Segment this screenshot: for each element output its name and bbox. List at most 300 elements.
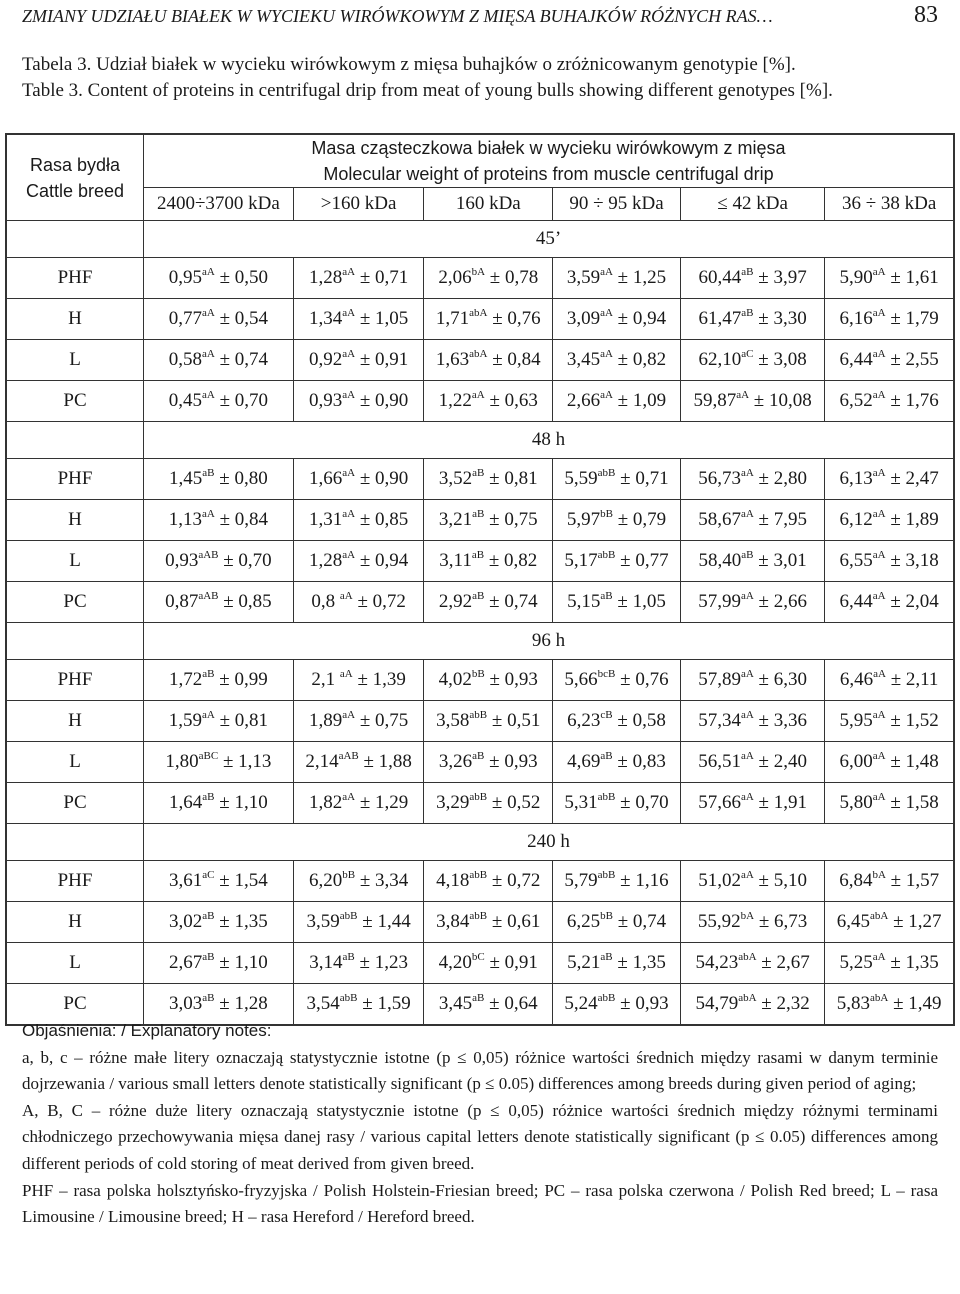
mean-value: 55,92 xyxy=(697,911,741,932)
value-cell xyxy=(424,902,553,943)
mean-value: 5,17 xyxy=(564,550,598,571)
mean-value: 1,64 xyxy=(169,792,203,813)
sd-value: 3,01 xyxy=(773,550,807,571)
sd-value: 1,23 xyxy=(374,952,408,973)
plus-minus-sign: ± xyxy=(753,550,774,571)
mean-value: 59,87 xyxy=(693,390,737,411)
note-breeds: PHF – rasa polska holsztyńsko-fryzyjska / Polish Holstein-Friesian breed; PC – rasa polska czerwona / Polish Red breed; L – rasa Limousine / Limousine breed; H – rasa Hereford / Hereford breed. xyxy=(22,1180,938,1227)
plus-minus-sign: ± xyxy=(612,710,633,731)
significance-letters: aB xyxy=(600,590,613,602)
significance-letters: aB xyxy=(472,467,485,479)
mean-value: 0,87 xyxy=(165,591,199,612)
mean-value: 1,89 xyxy=(308,710,343,731)
significance-letters: abB xyxy=(597,992,616,1004)
value-cell xyxy=(553,861,681,902)
plus-minus-sign: ± xyxy=(352,591,373,612)
mean-value: 57,34 xyxy=(698,710,741,731)
plus-minus-sign: ± xyxy=(885,267,906,288)
significance-letters: aB xyxy=(471,549,485,561)
column-header: 36 ÷ 38 kDa xyxy=(825,188,954,221)
table-row xyxy=(6,258,954,299)
sd-value: 0,81 xyxy=(504,468,538,489)
plus-minus-sign: ± xyxy=(355,550,375,571)
significance-letters: aA xyxy=(872,791,886,803)
plus-minus-sign: ± xyxy=(484,591,505,612)
breed-cell: PHF xyxy=(6,660,144,701)
mean-value: 1,59 xyxy=(168,710,202,731)
sd-value: 1,27 xyxy=(908,911,942,932)
value-cell xyxy=(293,902,424,943)
significance-letters: abA xyxy=(870,992,889,1004)
mean-value: 0,77 xyxy=(168,308,202,329)
significance-letters: aA xyxy=(471,389,485,401)
table-row xyxy=(6,541,954,582)
value-cell xyxy=(293,340,424,381)
value-cell xyxy=(424,381,553,422)
value-cell xyxy=(680,459,824,500)
significance-letters: bC xyxy=(471,951,485,963)
plus-minus-sign: ± xyxy=(753,792,774,813)
plus-minus-sign: ± xyxy=(885,308,906,329)
value-cell xyxy=(825,381,954,422)
significance-letters: aA xyxy=(872,549,886,561)
mean-value: 3,84 xyxy=(436,911,470,932)
value-cell xyxy=(825,459,954,500)
significance-letters: aA xyxy=(201,508,215,520)
plus-minus-sign: ± xyxy=(885,710,906,731)
value-cell xyxy=(680,381,824,422)
value-cell xyxy=(553,701,681,742)
mean-value: 3,59 xyxy=(566,267,601,288)
plus-minus-sign: ± xyxy=(885,870,906,891)
value-cell xyxy=(144,541,294,582)
sd-value: 0,51 xyxy=(507,710,541,731)
mean-value: 2,14 xyxy=(305,751,339,772)
value-cell xyxy=(680,299,824,340)
value-cell xyxy=(144,701,294,742)
mean-value: 61,47 xyxy=(698,308,742,329)
mean-value: 6,23 xyxy=(567,710,601,731)
value-cell xyxy=(680,340,824,381)
sd-value: 3,18 xyxy=(905,550,939,571)
significance-letters: aB xyxy=(202,791,215,803)
value-cell xyxy=(680,582,824,623)
plus-minus-sign: ± xyxy=(885,952,906,973)
significance-letters: aA xyxy=(872,709,886,721)
plus-minus-sign: ± xyxy=(888,911,909,932)
plus-minus-sign: ± xyxy=(484,550,504,571)
sd-value: 1,48 xyxy=(905,751,939,772)
plus-minus-sign: ± xyxy=(214,710,235,731)
value-cell xyxy=(680,783,824,824)
significance-letters: aA xyxy=(201,348,215,360)
mean-value: 5,66 xyxy=(564,669,598,690)
sd-value: 2,40 xyxy=(773,751,807,772)
significance-letters: abB xyxy=(469,910,488,922)
value-cell xyxy=(553,299,681,340)
significance-letters: aA xyxy=(600,307,613,319)
significance-letters: aB xyxy=(342,951,355,963)
sd-value: 0,90 xyxy=(375,390,409,411)
sd-value: 1,09 xyxy=(632,390,667,411)
plus-minus-sign: ± xyxy=(214,308,235,329)
significance-letters: aA xyxy=(873,668,886,680)
sd-value: 2,66 xyxy=(773,591,807,612)
sd-value: 2,67 xyxy=(776,952,810,973)
value-cell xyxy=(144,783,294,824)
mean-value: 3,29 xyxy=(436,792,470,813)
sd-value: 2,80 xyxy=(773,468,807,489)
sd-value: 1,91 xyxy=(773,792,807,813)
value-cell xyxy=(825,500,954,541)
significance-letters: aB xyxy=(741,549,754,561)
period-row-spacer xyxy=(6,623,144,660)
plus-minus-sign: ± xyxy=(754,911,775,932)
value-cell xyxy=(825,541,954,582)
mean-value: 3,26 xyxy=(438,751,473,772)
period-row xyxy=(6,623,954,660)
period-label: 45’ xyxy=(144,221,955,258)
significance-letters: aA xyxy=(872,750,886,762)
breed-cell: L xyxy=(6,742,144,783)
significance-letters: aB xyxy=(600,750,613,762)
table-row xyxy=(6,459,954,500)
significance-letters: aA xyxy=(740,791,754,803)
sd-value: 1,44 xyxy=(377,911,411,932)
sd-value: 2,11 xyxy=(905,669,939,690)
sd-value: 2,32 xyxy=(776,993,810,1014)
value-cell xyxy=(144,299,294,340)
sd-value: 0,54 xyxy=(234,308,268,329)
significance-letters: aA xyxy=(342,348,356,360)
explanatory-notes xyxy=(22,1018,938,1231)
value-cell xyxy=(825,299,954,340)
significance-letters: aA xyxy=(872,951,886,963)
value-cell xyxy=(424,459,553,500)
mean-value: 0,95 xyxy=(168,267,202,288)
value-cell xyxy=(553,783,681,824)
significance-letters: aA xyxy=(600,266,613,278)
value-cell xyxy=(424,258,553,299)
mean-value: 5,79 xyxy=(564,870,598,891)
plus-minus-sign: ± xyxy=(214,349,235,370)
period-label: 96 h xyxy=(144,623,955,660)
sd-value: 1,10 xyxy=(234,952,268,973)
mean-value: 6,12 xyxy=(839,509,873,530)
plus-minus-sign: ± xyxy=(355,349,375,370)
mean-value: 0,58 xyxy=(168,349,202,370)
plus-minus-sign: ± xyxy=(355,792,375,813)
sd-value: 0,50 xyxy=(234,267,268,288)
mean-value: 51,02 xyxy=(698,870,741,891)
period-label: 240 h xyxy=(144,824,955,861)
value-cell xyxy=(424,500,553,541)
mean-value: 2,1 xyxy=(311,669,340,690)
plus-minus-sign: ± xyxy=(484,751,505,772)
significance-letters: aA xyxy=(600,348,613,360)
mean-value: 56,73 xyxy=(698,468,741,489)
sd-value: 3,34 xyxy=(375,870,409,891)
sd-value: 0,61 xyxy=(507,911,541,932)
sd-value: 0,74 xyxy=(234,349,268,370)
table-row xyxy=(6,340,954,381)
mean-value: 1,82 xyxy=(308,792,343,813)
sd-value: 0,94 xyxy=(375,550,409,571)
table-row xyxy=(6,742,954,783)
significance-letters: aB xyxy=(600,951,613,963)
mean-value: 4,69 xyxy=(567,751,601,772)
mean-value: 1,63 xyxy=(435,349,470,370)
mean-value: 5,97 xyxy=(566,509,601,530)
value-cell xyxy=(553,742,681,783)
significance-letters: abB xyxy=(597,791,616,803)
mean-value: 56,51 xyxy=(698,751,741,772)
plus-minus-sign: ± xyxy=(214,952,235,973)
mean-value: 6,45 xyxy=(836,911,871,932)
plus-minus-sign: ± xyxy=(487,792,508,813)
sd-value: 0,52 xyxy=(507,792,541,813)
table-row xyxy=(6,943,954,984)
table-row xyxy=(6,299,954,340)
table-row xyxy=(6,381,954,422)
breed-cell: PC xyxy=(6,381,144,422)
significance-letters: aA xyxy=(342,307,356,319)
sd-value: 2,55 xyxy=(905,349,939,370)
breed-cell: PC xyxy=(6,984,144,1026)
value-cell xyxy=(553,943,681,984)
significance-letters: abB xyxy=(469,791,488,803)
value-cell xyxy=(825,258,954,299)
value-cell xyxy=(825,783,954,824)
value-cell xyxy=(424,340,553,381)
table-row xyxy=(6,500,954,541)
plus-minus-sign: ± xyxy=(749,390,769,411)
significance-letters: aA xyxy=(740,590,754,602)
significance-letters: abB xyxy=(597,467,616,479)
mean-value: 6,84 xyxy=(839,870,873,891)
sd-value: 0,77 xyxy=(635,550,669,571)
value-cell xyxy=(424,582,553,623)
plus-minus-sign: ± xyxy=(885,509,906,530)
significance-letters: aB xyxy=(472,750,485,762)
plus-minus-sign: ± xyxy=(612,390,633,411)
sd-value: 0,91 xyxy=(375,349,409,370)
plus-minus-sign: ± xyxy=(352,669,373,690)
molecular-weight-header xyxy=(144,134,955,188)
sd-value: 3,30 xyxy=(773,308,807,329)
value-cell xyxy=(144,902,294,943)
sd-value: 1,13 xyxy=(238,751,272,772)
sd-value: 1,89 xyxy=(905,509,939,530)
sd-value: 1,28 xyxy=(234,993,268,1014)
sd-value: 0,84 xyxy=(507,349,541,370)
mean-value: 1,66 xyxy=(308,468,343,489)
significance-letters: aA xyxy=(342,508,356,520)
mean-value: 4,18 xyxy=(436,870,470,891)
value-cell xyxy=(144,340,294,381)
sd-value: 0,85 xyxy=(375,509,409,530)
sd-value: 0,70 xyxy=(234,390,268,411)
plus-minus-sign: ± xyxy=(615,669,636,690)
value-cell xyxy=(553,459,681,500)
plus-minus-sign: ± xyxy=(888,993,909,1014)
value-cell xyxy=(424,742,553,783)
significance-letters: abB xyxy=(469,869,488,881)
sd-value: 0,76 xyxy=(507,308,541,329)
significance-letters: aA xyxy=(872,389,886,401)
plus-minus-sign: ± xyxy=(885,591,906,612)
value-cell xyxy=(144,861,294,902)
sd-value: 0,71 xyxy=(635,468,669,489)
mean-value: 0,8 xyxy=(311,591,340,612)
sd-value: 1,54 xyxy=(234,870,268,891)
significance-letters: aA xyxy=(201,307,215,319)
significance-letters: bA xyxy=(740,910,755,922)
value-cell xyxy=(680,902,824,943)
plus-minus-sign: ± xyxy=(753,349,774,370)
value-cell xyxy=(825,902,954,943)
plus-minus-sign: ± xyxy=(214,509,235,530)
period-label: 48 h xyxy=(144,422,955,459)
sd-value: 0,82 xyxy=(632,349,667,370)
mean-value: 3,02 xyxy=(169,911,203,932)
significance-letters: aC xyxy=(741,348,754,360)
sd-value: 0,93 xyxy=(504,669,538,690)
mean-value: 0,92 xyxy=(308,349,343,370)
significance-letters: abA xyxy=(870,910,889,922)
mean-value: 0,45 xyxy=(168,390,202,411)
value-cell xyxy=(144,660,294,701)
period-row-spacer xyxy=(6,422,144,459)
significance-letters: abA xyxy=(469,307,488,319)
mean-value: 4,20 xyxy=(438,952,472,973)
mean-value: 0,93 xyxy=(308,390,343,411)
mean-value: 1,28 xyxy=(308,267,343,288)
significance-letters: bB xyxy=(471,668,485,680)
significance-letters: abB xyxy=(597,869,616,881)
mean-value: 58,67 xyxy=(698,509,741,530)
value-cell xyxy=(680,500,824,541)
mean-value: 5,15 xyxy=(567,591,601,612)
plus-minus-sign: ± xyxy=(487,870,508,891)
value-cell xyxy=(293,381,424,422)
sd-value: 0,91 xyxy=(504,952,538,973)
value-cell xyxy=(825,582,954,623)
plus-minus-sign: ± xyxy=(357,993,378,1014)
sd-value: 6,73 xyxy=(774,911,808,932)
significance-letters: bA xyxy=(872,869,886,881)
breed-cell: H xyxy=(6,902,144,943)
mw-header-en: Molecular weight of proteins from muscle centrifugal drip xyxy=(323,164,774,184)
mean-value: 2,92 xyxy=(438,591,473,612)
table-row xyxy=(6,701,954,742)
value-cell xyxy=(293,861,424,902)
sd-value: 0,58 xyxy=(632,710,666,731)
significance-letters: aB xyxy=(202,992,215,1004)
mean-value: 6,46 xyxy=(839,669,874,690)
mean-value: 5,59 xyxy=(564,468,598,489)
value-cell xyxy=(293,783,424,824)
notes-title: Objaśnienia: / Explanatory notes: xyxy=(22,1021,272,1040)
sd-value: 0,76 xyxy=(635,669,669,690)
mean-value: 4,02 xyxy=(438,669,472,690)
note-small-letters: a, b, c – różne małe litery oznaczają statystycznie istotne (p ≤ 0,05) różnice wartości średnich między rasami w danym terminie dojrzewania / various small letters denote statistically significant (p ≤ 0.05) differences among breeds during given period of aging; xyxy=(22,1047,938,1094)
value-cell xyxy=(144,943,294,984)
plus-minus-sign: ± xyxy=(885,669,906,690)
significance-letters: cB xyxy=(600,709,613,721)
sd-value: 0,81 xyxy=(234,710,268,731)
plus-minus-sign: ± xyxy=(615,792,636,813)
plus-minus-sign: ± xyxy=(355,710,375,731)
plus-minus-sign: ± xyxy=(885,751,906,772)
sd-value: 1,79 xyxy=(905,308,939,329)
plus-minus-sign: ± xyxy=(214,669,235,690)
significance-letters: aB xyxy=(202,668,215,680)
sd-value: 2,04 xyxy=(905,591,939,612)
mean-value: 6,44 xyxy=(839,349,873,370)
sd-value: 0,93 xyxy=(504,751,538,772)
mean-value: 6,25 xyxy=(566,911,601,932)
plus-minus-sign: ± xyxy=(612,267,633,288)
sd-value: 1,49 xyxy=(908,993,942,1014)
significance-letters: aA xyxy=(342,266,356,278)
sd-value: 0,90 xyxy=(375,468,409,489)
plus-minus-sign: ± xyxy=(355,390,375,411)
mean-value: 5,25 xyxy=(839,952,873,973)
sd-value: 0,99 xyxy=(234,669,268,690)
mean-value: 6,55 xyxy=(839,550,873,571)
mean-value: 1,28 xyxy=(308,550,343,571)
value-cell xyxy=(553,258,681,299)
mean-value: 6,13 xyxy=(839,468,873,489)
plus-minus-sign: ± xyxy=(753,267,774,288)
mean-value: 5,83 xyxy=(836,993,871,1014)
sd-value: 0,80 xyxy=(234,468,268,489)
value-cell xyxy=(293,660,424,701)
significance-letters: aA xyxy=(740,869,754,881)
significance-letters: aA xyxy=(201,709,215,721)
sd-value: 1,57 xyxy=(905,870,940,891)
mean-value: 5,24 xyxy=(564,993,598,1014)
value-cell xyxy=(825,742,954,783)
significance-letters: aA xyxy=(872,348,886,360)
column-header: ≤ 42 kDa xyxy=(680,188,824,221)
mean-value: 1,71 xyxy=(435,308,470,329)
significance-letters: abB xyxy=(339,910,358,922)
value-cell xyxy=(424,783,553,824)
significance-letters: aA xyxy=(872,467,886,479)
significance-letters: aA xyxy=(342,709,356,721)
breed-cell: PC xyxy=(6,582,144,623)
mean-value: 3,54 xyxy=(306,993,340,1014)
value-cell xyxy=(825,943,954,984)
mean-value: 6,20 xyxy=(308,870,343,891)
plus-minus-sign: ± xyxy=(214,267,235,288)
sd-value: 1,39 xyxy=(372,669,406,690)
value-cell xyxy=(144,381,294,422)
sd-value: 0,94 xyxy=(632,308,667,329)
plus-minus-sign: ± xyxy=(357,911,378,932)
sd-value: 0,85 xyxy=(238,591,272,612)
plus-minus-sign: ± xyxy=(487,710,508,731)
plus-minus-sign: ± xyxy=(214,993,235,1014)
mean-value: 5,31 xyxy=(564,792,598,813)
breed-cell: L xyxy=(6,943,144,984)
significance-letters: abA xyxy=(738,951,757,963)
plus-minus-sign: ± xyxy=(615,550,636,571)
plus-minus-sign: ± xyxy=(885,792,906,813)
value-cell xyxy=(424,541,553,582)
